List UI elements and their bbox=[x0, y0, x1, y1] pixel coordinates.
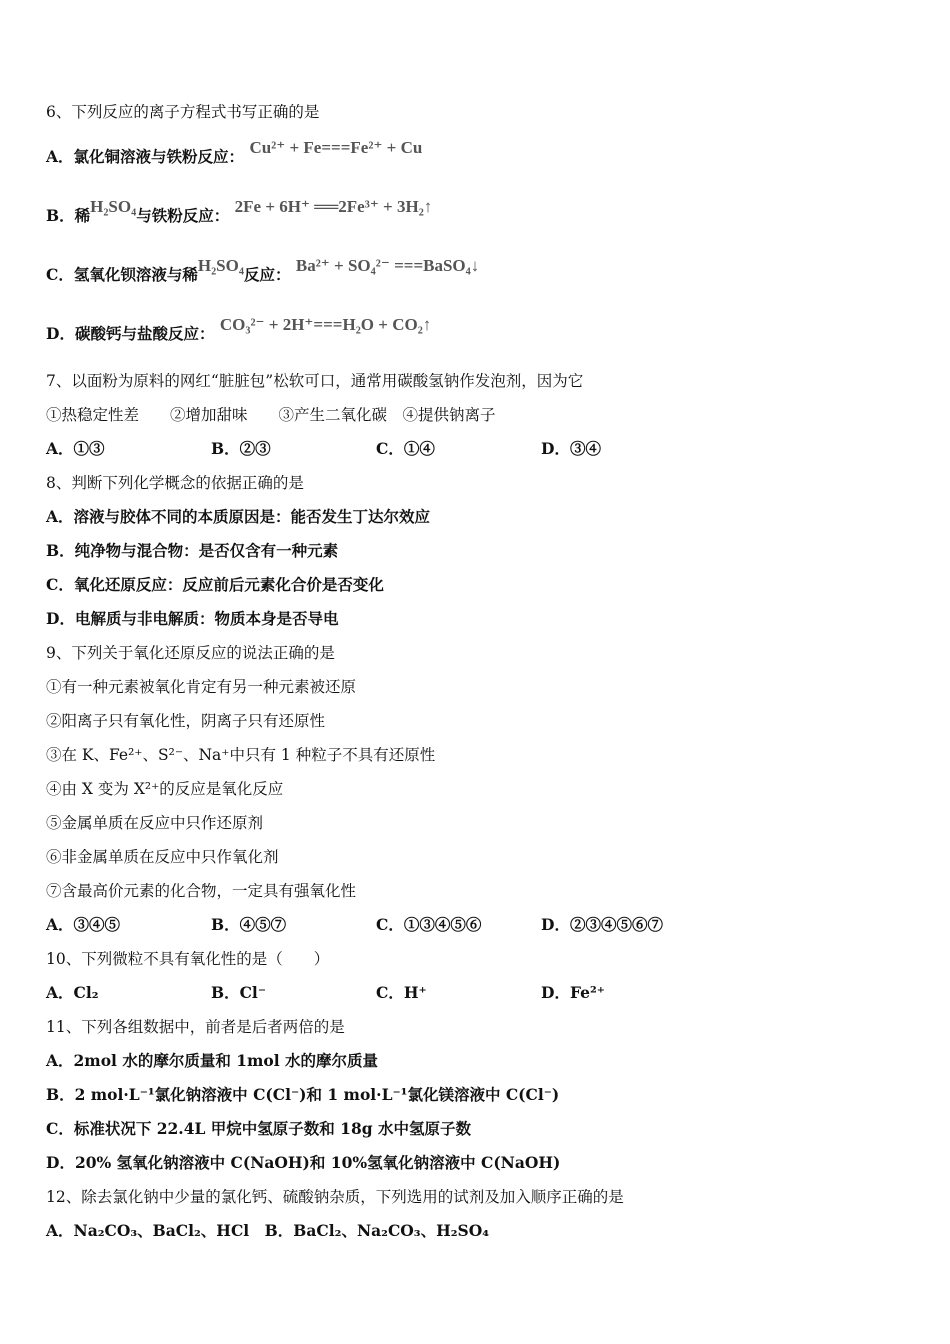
q10-option-c: C．H⁺ bbox=[376, 983, 427, 1002]
q6-b-pre: B．稀 bbox=[46, 206, 91, 225]
q6-c-equation: Ba²⁺ + SO₄²⁻ ===BaSO₄↓ bbox=[295, 256, 480, 275]
q9-option-d: D．②③④⑤⑥⑦ bbox=[541, 915, 663, 934]
q6-option-c bbox=[46, 256, 480, 286]
q6-c-acid: H₂SO₄ bbox=[197, 256, 244, 275]
q6-option-b bbox=[46, 197, 433, 227]
q8-option-d: D．电解质与非电解质：物质本身是否导电 bbox=[46, 609, 339, 628]
q10-option-d: D．Fe²⁺ bbox=[541, 983, 605, 1002]
q10-option-a: A．Cl₂ bbox=[46, 983, 99, 1002]
q11-option-c: C．标准状况下 22.4L 甲烷中氢原子数和 18g 水中氢原子数 bbox=[46, 1119, 471, 1138]
q7-option-b: B．②③ bbox=[211, 439, 271, 458]
q7-option-d: D．③④ bbox=[541, 439, 601, 458]
q10-option-b: B．Cl⁻ bbox=[211, 983, 267, 1002]
q8-stem: 8、判断下列化学概念的依据正确的是 bbox=[46, 474, 304, 492]
q7-stem: 7、以面粉为原料的网红“脏脏包”松软可口，通常用碳酸氢钠作发泡剂，因为它 bbox=[46, 372, 584, 390]
q9-option-a: A．③④⑤ bbox=[46, 915, 121, 934]
q8-option-b: B．纯净物与混合物：是否仅含有一种元素 bbox=[46, 541, 339, 560]
q6-option-d bbox=[46, 315, 432, 345]
q6-d-text: D．碳酸钙与盐酸反应： bbox=[46, 324, 215, 343]
q10-stem: 10、下列微粒不具有氧化性的是（ ） bbox=[46, 950, 330, 968]
q9-statement-7: ⑦含最高价元素的化合物，一定具有强氧化性 bbox=[46, 882, 357, 900]
q8-option-c: C．氧化还原反应：反应前后元素化合价是否变化 bbox=[46, 575, 384, 594]
q11-option-a: A．2mol 水的摩尔质量和 1mol 水的摩尔质量 bbox=[46, 1051, 379, 1070]
q6-a-text: A．氯化铜溶液与铁粉反应： bbox=[46, 147, 245, 166]
q6-c-post: 反应： bbox=[243, 265, 291, 284]
q7-items: ①热稳定性差 ②增加甜味 ③产生二氧化碳 ④提供钠离子 bbox=[46, 406, 496, 424]
q9-statement-2: ②阳离子只有氧化性，阴离子只有还原性 bbox=[46, 712, 326, 730]
q6-b-equation: 2Fe + 6H⁺ ══2Fe³⁺ + 3H₂↑ bbox=[234, 197, 433, 216]
q9-stem: 9、下列关于氧化还原反应的说法正确的是 bbox=[46, 644, 335, 662]
q9-option-b: B．④⑤⑦ bbox=[211, 915, 287, 934]
q6-a-equation: Cu²⁺ + Fe===Fe²⁺ + Cu bbox=[249, 138, 423, 157]
q11-option-d: D．20% 氢氧化钠溶液中 C(NaOH)和 10%氢氧化钠溶液中 C(NaOH) bbox=[46, 1153, 561, 1172]
q7-option-c: C．①④ bbox=[376, 439, 435, 458]
q9-statement-1: ①有一种元素被氧化肯定有另一种元素被还原 bbox=[46, 678, 357, 696]
q12-options-ab: A．Na₂CO₃、BaCl₂、HCl B．BaCl₂、Na₂CO₃、H₂SO₄ bbox=[46, 1221, 489, 1240]
q6-c-pre: C．氢氧化钡溶液与稀 bbox=[46, 265, 198, 284]
q9-statement-5: ⑤金属单质在反应中只作还原剂 bbox=[46, 814, 264, 832]
q9-statement-4: ④由 X 变为 X²⁺的反应是氧化反应 bbox=[46, 780, 284, 798]
q6-option-a bbox=[46, 138, 423, 168]
q7-option-a: A．①③ bbox=[46, 439, 105, 458]
q6-d-equation: CO₃²⁻ + 2H⁺===H₂O + CO₂↑ bbox=[219, 315, 432, 334]
q9-option-c: C．①③④⑤⑥ bbox=[376, 915, 482, 934]
q12-stem: 12、除去氯化钠中少量的氯化钙、硫酸钠杂质，下列选用的试剂及加入顺序正确的是 bbox=[46, 1188, 624, 1206]
q9-statement-3: ③在 K、Fe²⁺、S²⁻、Na⁺中只有 1 种粒子不具有还原性 bbox=[46, 746, 436, 764]
q11-option-b: B．2 mol·L⁻¹氯化钠溶液中 C(Cl⁻)和 1 mol·L⁻¹氯化镁溶液中 C(Cl⁻) bbox=[46, 1085, 560, 1104]
q11-stem: 11、下列各组数据中，前者是后者两倍的是 bbox=[46, 1018, 345, 1036]
q6-stem: 6、下列反应的离子方程式书写正确的是 bbox=[46, 103, 320, 121]
q6-b-post: 与铁粉反应： bbox=[136, 206, 230, 225]
q8-option-a: A．溶液与胶体不同的本质原因是：能否发生丁达尔效应 bbox=[46, 507, 431, 526]
q9-statement-6: ⑥非金属单质在反应中只作氧化剂 bbox=[46, 848, 279, 866]
q6-b-acid: H₂SO₄ bbox=[90, 197, 137, 216]
